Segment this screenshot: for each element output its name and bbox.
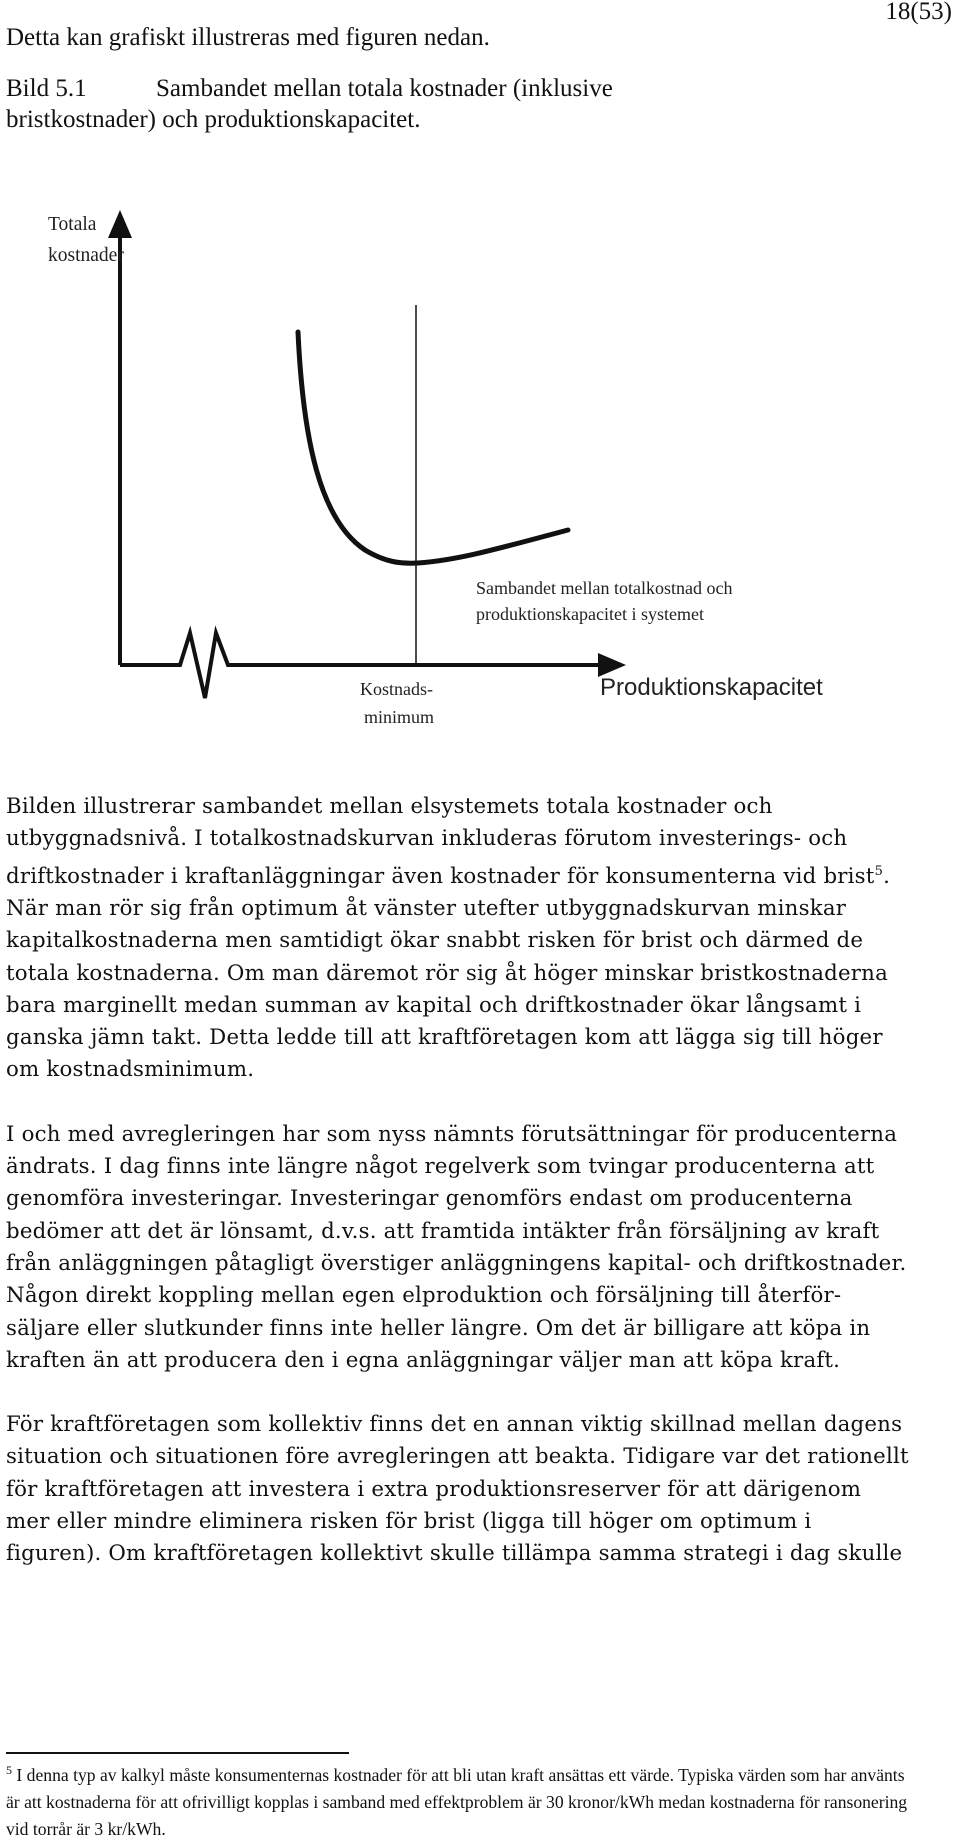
- paragraph-1-part2: . När man rör sig från optimum åt vänster utefter utbyggnadskurvan minskar kapitalkostnaderna men samtidigt ökar snabbt risken för brist och därmed de totala kostnaderna. Om man däremot rör sig åt höger minskar bristkostnaderna bara marginellt medan summan av kapital och driftkostnader ökar långsamt i ganska jämn takt. Detta ledde till att kraftföretagen kom att lägga sig till höger om kostnadsminimum.: [6, 863, 891, 1083]
- curve-label-line1: Sambandet mellan totalkostnad och: [476, 578, 733, 598]
- y-axis-arrowhead: [108, 210, 132, 238]
- footnote: [6, 1757, 911, 1843]
- x-axis-label: Produktionskapacitet: [600, 674, 823, 701]
- body-text: [6, 791, 911, 1571]
- footnote-reference: 5: [874, 863, 884, 879]
- footnote-number: 5: [6, 1763, 12, 1777]
- total-cost-curve: [298, 332, 568, 563]
- figure-caption-line2: bristkostnader) och produktionskapacitet.: [6, 106, 421, 133]
- intro-text: Detta kan grafiskt illustreras med figuren nedan.: [6, 24, 490, 51]
- page-number: 18(53): [885, 0, 952, 25]
- y-axis-label-line1: Totala: [48, 214, 97, 235]
- footnote-separator: [6, 1752, 349, 1754]
- minimum-label-line1: Kostnads-: [360, 679, 433, 699]
- paragraph-1-part1: Bilden illustrerar sambandet mellan elsystemets totala kostnader och utbyggnadsnivå. I totalkostnadskurvan inkluderas förutom investerings- och driftkostnader i kraftanläggningar även kostnader för konsumenterna vid brist: [6, 794, 875, 889]
- y-axis-label-line2: kostnader: [48, 245, 124, 266]
- paragraph-3: För kraftföretagen som kollektiv finns det en annan viktig skillnad mellan dagens situation och situationen före avregleringen att beakta. Tidigare var det rationellt för kraftföretagen att investera i extra produktionsreserver för att därigenom mer eller mindre eliminera risken för brist (ligga till höger om optimum i figuren). Om kraftföretagen kollektivt skulle tillämpa samma strategi i dag skulle: [6, 1412, 909, 1567]
- footnote-text: I denna typ av kalkyl måste konsumenternas kostnader för att bli utan kraft ansättas ett värde. Typiska värden som har använts är att kostnaderna för att ofrivilligt kopplas i samband med effektproblem är 30 kronor/kWh medan kostnaderna för ransonering vid torrår är 3 kr/kWh.: [6, 1764, 908, 1839]
- figure-caption-label: Bild 5.1: [6, 75, 87, 102]
- paragraph-2: I och med avregleringen har som nyss nämnts förutsättningar för producenterna ändrats. I dag finns inte längre något regelverk som tvingar producenterna att genomföra investeringar. Investeringar genomförs endast om producenterna bedömer att det är lönsamt, d.v.s. att framtida intäkter från försäljning av kraft från anläggningen påtagligt överstiger anläggningens kapital- och driftkostnader. Någon direkt koppling mellan egen elproduktion och försäljning till återför-säljare eller slutkunder finns inte heller längre. Om det är billigare att köpa in kraften än att producera den i egna anläggningar väljer man att köpa kraft.: [6, 1121, 907, 1373]
- figure-caption-line1: Sambandet mellan totala kostnader (inklusive: [156, 75, 613, 102]
- curve-label-line2: produktionskapacitet i systemet: [476, 604, 704, 624]
- paragraph-1: [6, 791, 911, 1087]
- minimum-label-line2: minimum: [364, 707, 435, 727]
- cost-capacity-figure: [0, 150, 960, 750]
